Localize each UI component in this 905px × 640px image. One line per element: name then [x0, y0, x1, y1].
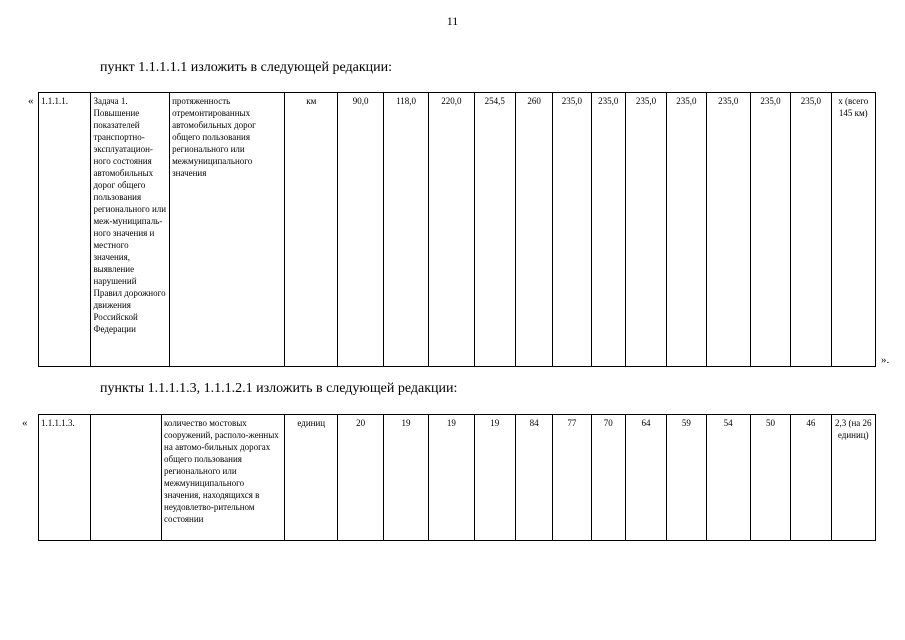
value-cell: 20 — [338, 415, 383, 541]
amendment-heading-2: пункты 1.1.1.1.3, 1.1.1.2.1 изложить в следующей редакции: — [100, 381, 458, 396]
value-cell: 54 — [706, 415, 750, 541]
indicator-name: протяженность отремонтированных автомобильных дорог общего пользования регионального или межмуниципального значения — [170, 93, 285, 367]
value-cell: 77 — [553, 415, 591, 541]
value-cell: 19 — [383, 415, 428, 541]
row-code: 1.1.1.1. — [39, 93, 91, 367]
value-cell: 46 — [791, 415, 831, 541]
value-cell: 235,0 — [667, 93, 706, 367]
total-cell: 2,3 (на 26 единиц) — [831, 415, 875, 541]
amendment-heading-1: пункт 1.1.1.1.1 изложить в следующей редакции: — [100, 60, 392, 75]
total-cell: х (всего 145 км) — [831, 93, 875, 367]
table-row — [39, 93, 876, 367]
value-cell: 118,0 — [383, 93, 428, 367]
value-cell: 19 — [429, 415, 474, 541]
value-cell: 235,0 — [591, 93, 625, 367]
value-cell: 235,0 — [791, 93, 831, 367]
value-cell: 50 — [750, 415, 790, 541]
value-cell: 260 — [515, 93, 552, 367]
closing-quote-1: ». — [881, 354, 890, 366]
value-cell: 64 — [625, 415, 666, 541]
value-cell: 235,0 — [706, 93, 750, 367]
indicator-table-1 — [38, 92, 876, 367]
value-cell: 235,0 — [750, 93, 790, 367]
indicator-table-2 — [38, 414, 876, 541]
value-cell: 90,0 — [338, 93, 383, 367]
value-cell: 220,0 — [429, 93, 474, 367]
value-cell: 235,0 — [553, 93, 591, 367]
unit-cell: км — [285, 93, 338, 367]
value-cell: 19 — [474, 415, 515, 541]
value-cell: 84 — [515, 415, 552, 541]
table-row — [39, 415, 876, 541]
value-cell: 59 — [667, 415, 706, 541]
value-cell: 254,5 — [474, 93, 515, 367]
unit-cell: единиц — [285, 415, 338, 541]
opening-quote-2: « — [22, 417, 28, 429]
opening-quote-1: « — [28, 95, 34, 107]
value-cell: 235,0 — [625, 93, 666, 367]
page-number: 11 — [446, 14, 459, 28]
row-code: 1.1.1.1.3. — [39, 415, 91, 541]
value-cell: 70 — [591, 415, 625, 541]
task-description — [91, 415, 162, 541]
indicator-name: количество мостовых сооружений, располо-женных на автомо-бильных дорогах общего пользования регионального или межмуниципального значения, находящихся в неудовлетво-рительном состоянии — [162, 415, 285, 541]
task-description: Задача 1. Повышение показателей транспортно-эксплуатацион-ного состояния автомобильных дорог общего пользования регионального или меж-муниципаль-ного значения и местного значения, выявление нарушений Правил дорожного движения Российской Федерации — [91, 93, 170, 367]
